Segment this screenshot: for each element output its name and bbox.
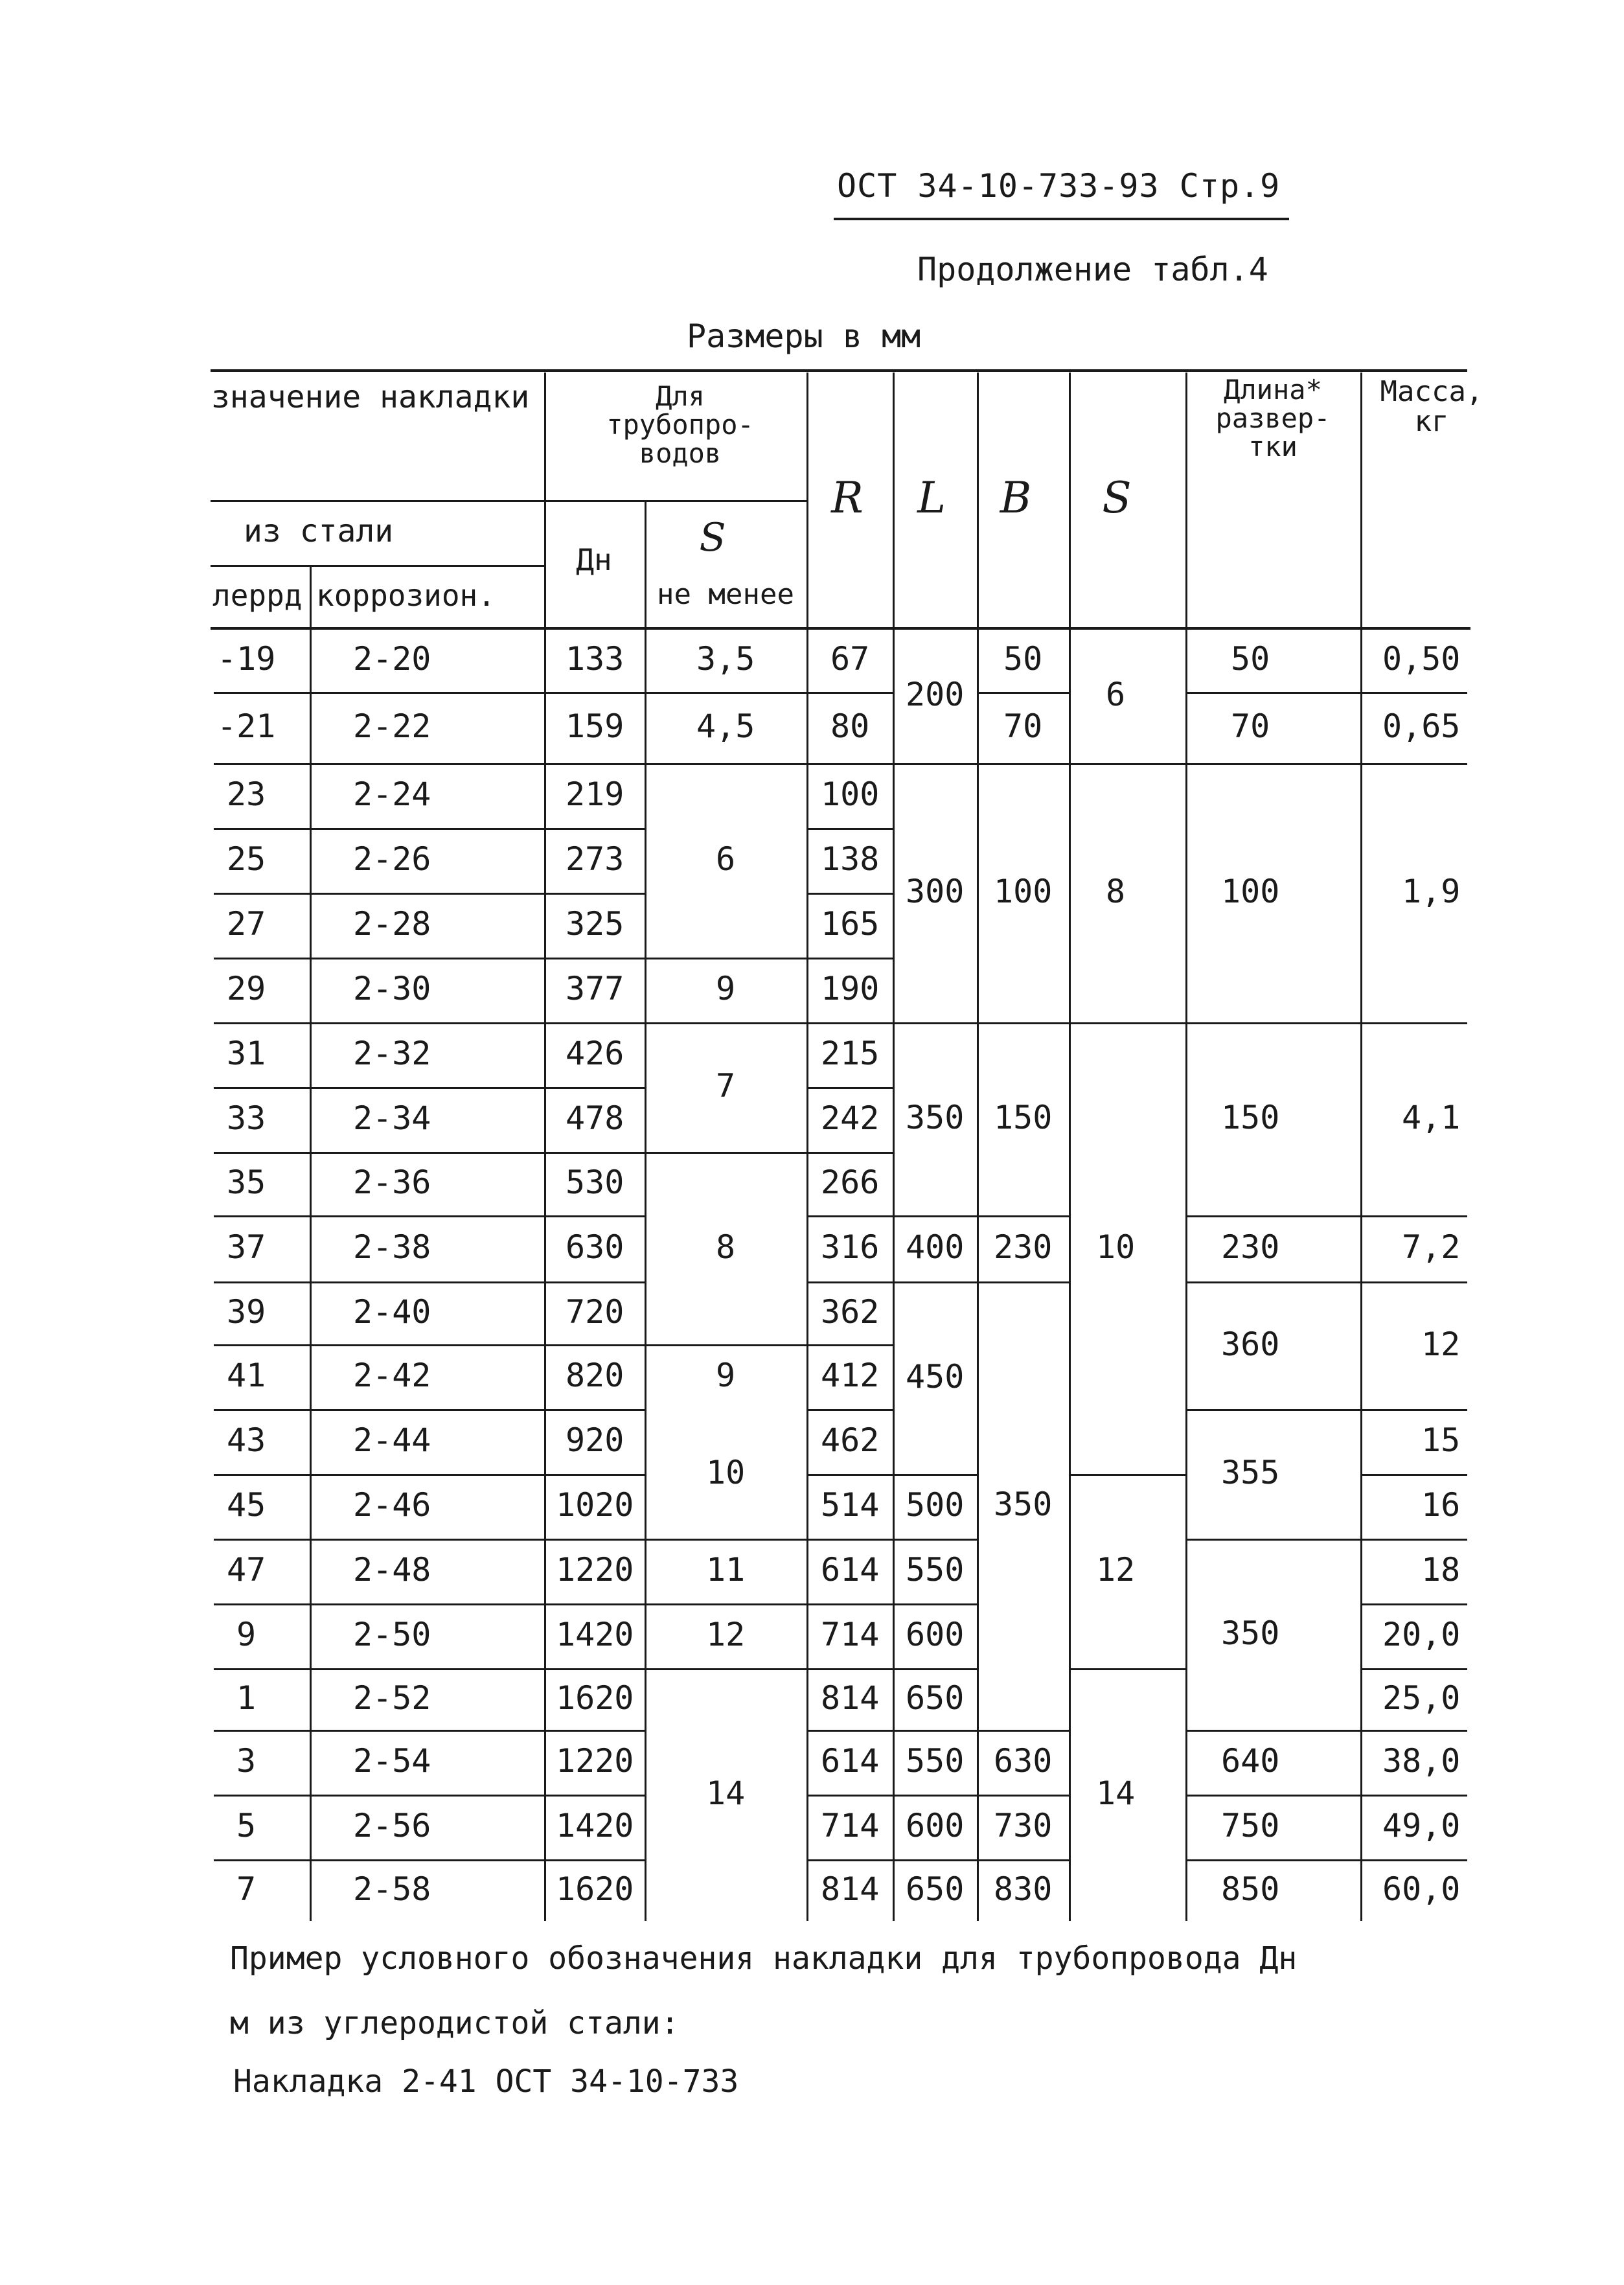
carbon-steel-designation: 27 <box>227 905 266 943</box>
mass-value: 0,50 <box>1382 640 1461 678</box>
r-value: 242 <box>821 1099 880 1137</box>
r-value: 165 <box>821 905 880 943</box>
b-value: 150 <box>994 1099 1053 1136</box>
carbon-steel-designation: 7 <box>236 1870 257 1908</box>
body-col-rule <box>645 627 646 1921</box>
group-rule-length <box>1185 1730 1360 1732</box>
mass-value: 15 <box>1421 1421 1461 1459</box>
header-col-rule <box>893 373 895 627</box>
r-value: 362 <box>821 1292 880 1331</box>
development-length-value: 150 <box>1221 1099 1280 1136</box>
group-rule-length <box>1185 1215 1360 1217</box>
b-value: 630 <box>994 1742 1053 1780</box>
units-label: Размеры в мм <box>687 317 921 355</box>
group-rule-b <box>977 1022 1069 1024</box>
s-wall-value: 9 <box>716 970 736 1007</box>
group-rule-l <box>893 1281 977 1283</box>
dn-value: 530 <box>566 1164 624 1201</box>
row-rule <box>214 1474 645 1476</box>
header-mass: Масса, кг <box>1380 375 1483 439</box>
carbon-steel-designation: 9 <box>236 1616 257 1653</box>
l-value: 400 <box>906 1228 965 1266</box>
r-value: 190 <box>821 970 880 1007</box>
mass-value: 25,0 <box>1382 1679 1461 1717</box>
row-rule <box>214 1344 645 1346</box>
carbon-steel-designation: 31 <box>227 1035 266 1072</box>
group-rule-mass <box>1360 1022 1467 1024</box>
group-rule-mass <box>1360 692 1467 694</box>
s-wall-value: 3,5 <box>696 640 755 678</box>
header-col-rule <box>1360 373 1362 627</box>
row-rule <box>806 1022 893 1024</box>
corrosion-steel-designation: 2-30 <box>353 970 431 1007</box>
s-wall-value: 7 <box>716 1067 736 1105</box>
corrosion-steel-designation: 2-54 <box>353 1742 431 1780</box>
corrosion-steel-designation: 2-42 <box>353 1357 431 1394</box>
l-value: 500 <box>906 1486 965 1524</box>
group-rule-mass <box>1360 1539 1467 1541</box>
l-value: 200 <box>906 676 965 713</box>
corrosion-steel-designation: 2-34 <box>353 1099 431 1137</box>
s-value: 10 <box>1096 1228 1136 1266</box>
corrosion-steel-designation: 2-32 <box>353 1035 431 1072</box>
group-rule-l <box>893 1539 977 1541</box>
row-rule <box>214 1152 645 1154</box>
l-value: 650 <box>906 1870 965 1908</box>
corrosion-steel-designation: 2-44 <box>353 1421 431 1459</box>
header-bottom-rule <box>211 627 1470 630</box>
mass-value: 1,9 <box>1402 873 1461 910</box>
row-rule <box>214 1603 645 1605</box>
dn-value: 1220 <box>556 1551 634 1589</box>
row-rule <box>214 893 645 895</box>
b-value: 50 <box>1003 640 1043 678</box>
table-top-rule <box>211 369 1467 372</box>
l-value: 550 <box>906 1742 965 1780</box>
header-carbon: леррд <box>212 578 303 613</box>
header-col-rule <box>544 373 546 627</box>
group-rule-s-wall <box>645 692 806 694</box>
row-rule <box>806 1730 893 1732</box>
l-value: 300 <box>906 873 965 910</box>
row-rule <box>214 1539 645 1541</box>
group-rule-mass <box>1360 763 1467 765</box>
s-wall-value: 6 <box>716 840 736 878</box>
b-value: 350 <box>994 1486 1053 1523</box>
group-rule-length <box>1185 692 1360 694</box>
header-col-rule <box>1185 373 1187 627</box>
mass-value: 18 <box>1421 1551 1461 1589</box>
group-rule-s <box>1069 1668 1185 1670</box>
group-rule-l <box>893 1474 977 1476</box>
row-rule <box>806 828 893 830</box>
r-value: 814 <box>821 1870 880 1908</box>
group-rule-l <box>893 1730 977 1732</box>
r-value: 614 <box>821 1551 880 1589</box>
header-l: L <box>917 473 946 523</box>
carbon-steel-designation: 5 <box>236 1807 257 1844</box>
group-rule-s-wall <box>645 1539 806 1541</box>
dn-value: 273 <box>566 840 624 878</box>
r-value: 215 <box>821 1035 880 1072</box>
group-rule-mass <box>1360 1668 1467 1670</box>
carbon-steel-designation: 35 <box>227 1164 266 1201</box>
group-rule-b <box>977 1730 1069 1732</box>
row-rule <box>214 1409 645 1411</box>
r-value: 80 <box>830 707 870 745</box>
s-value: 8 <box>1106 873 1126 910</box>
carbon-steel-designation: 37 <box>227 1228 266 1266</box>
example-line-3: Накладка 2-41 ОСТ 34-10-733 <box>233 2063 739 2100</box>
row-rule <box>806 1215 893 1217</box>
development-length-value: 50 <box>1231 640 1270 678</box>
table-continuation-label: Продолжение табл.4 <box>917 251 1268 288</box>
header-rule-steel <box>211 500 806 502</box>
group-rule-b <box>977 1281 1069 1283</box>
carbon-steel-designation: 47 <box>227 1551 266 1589</box>
corrosion-steel-designation: 2-50 <box>353 1616 431 1653</box>
group-rule-s-wall <box>645 763 806 765</box>
carbon-steel-designation: 3 <box>236 1742 257 1780</box>
row-rule <box>806 692 893 694</box>
s-wall-value: 10 <box>706 1454 746 1491</box>
carbon-steel-designation: 33 <box>227 1099 266 1137</box>
dn-value: 133 <box>566 640 624 678</box>
group-rule-mass <box>1360 1603 1467 1605</box>
l-value: 600 <box>906 1807 965 1844</box>
dn-value: 1420 <box>556 1616 634 1653</box>
dn-value: 325 <box>566 905 624 943</box>
development-length-value: 350 <box>1221 1614 1280 1652</box>
body-col-rule <box>310 627 312 1921</box>
row-rule <box>806 958 893 959</box>
group-rule-length <box>1185 1859 1360 1861</box>
group-rule-mass <box>1360 1795 1467 1797</box>
group-rule-s-wall <box>645 1344 806 1346</box>
group-rule-s-wall <box>645 1022 806 1024</box>
mass-value: 16 <box>1421 1486 1461 1524</box>
r-value: 412 <box>821 1357 880 1394</box>
header-from-steel: из стали <box>244 513 394 549</box>
header-dev-length: Длина* развер- тки <box>1215 374 1331 463</box>
r-value: 266 <box>821 1164 880 1201</box>
carbon-steel-designation: -19 <box>217 640 276 678</box>
header-col-rule <box>1069 373 1071 627</box>
mass-value: 49,0 <box>1382 1807 1461 1844</box>
corrosion-steel-designation: 2-46 <box>353 1486 431 1524</box>
development-length-value: 100 <box>1221 873 1280 910</box>
row-rule <box>806 1474 893 1476</box>
document-code: ОСТ 34-10-733-93 Стр.9 <box>837 167 1281 205</box>
b-value: 230 <box>994 1228 1053 1266</box>
mass-value: 7,2 <box>1402 1228 1461 1266</box>
group-rule-l <box>893 1859 977 1861</box>
corrosion-steel-designation: 2-58 <box>353 1870 431 1908</box>
header-col-rule <box>806 373 808 627</box>
s-value: 14 <box>1096 1774 1136 1812</box>
dn-value: 1420 <box>556 1807 634 1844</box>
body-col-rule <box>544 627 546 1921</box>
corrosion-steel-designation: 2-36 <box>353 1164 431 1201</box>
group-rule-mass <box>1360 1281 1467 1283</box>
s-wall-value: 4,5 <box>696 707 755 745</box>
corrosion-steel-designation: 2-38 <box>353 1228 431 1266</box>
group-rule-s-wall <box>645 1152 806 1154</box>
row-rule <box>214 828 645 830</box>
r-value: 462 <box>821 1421 880 1459</box>
corrosion-steel-designation: 2-40 <box>353 1292 431 1331</box>
row-rule <box>806 1344 893 1346</box>
group-rule-mass <box>1360 1859 1467 1861</box>
s-wall-value: 11 <box>706 1551 746 1589</box>
corrosion-steel-designation: 2-48 <box>353 1551 431 1589</box>
development-length-value: 360 <box>1221 1325 1280 1363</box>
group-rule-b <box>977 692 1069 694</box>
l-value: 450 <box>906 1357 965 1395</box>
group-rule-s <box>1069 763 1185 765</box>
row-rule <box>806 1409 893 1411</box>
carbon-steel-designation: 29 <box>227 970 266 1007</box>
header-s-wall: S <box>699 515 726 560</box>
group-rule-length <box>1185 1281 1360 1283</box>
group-rule-mass <box>1360 1474 1467 1476</box>
b-value: 730 <box>994 1807 1053 1844</box>
row-rule <box>214 1730 645 1732</box>
row-rule <box>806 1859 893 1861</box>
development-length-value: 850 <box>1221 1870 1280 1908</box>
row-rule <box>214 1281 645 1283</box>
r-value: 514 <box>821 1486 880 1524</box>
group-rule-length <box>1185 763 1360 765</box>
s-wall-value: 12 <box>706 1616 746 1653</box>
dn-value: 1620 <box>556 1679 634 1717</box>
development-length-value: 355 <box>1221 1454 1280 1491</box>
dn-value: 820 <box>566 1357 624 1394</box>
header-corrosion: коррозион. <box>316 578 496 613</box>
mass-value: 38,0 <box>1382 1742 1461 1780</box>
group-rule-s <box>1069 1022 1185 1024</box>
dn-value: 426 <box>566 1035 624 1072</box>
s-value: 12 <box>1096 1551 1136 1589</box>
dn-value: 219 <box>566 775 624 813</box>
mass-value: 60,0 <box>1382 1870 1461 1908</box>
corrosion-steel-designation: 2-24 <box>353 775 431 813</box>
l-value: 650 <box>906 1679 965 1717</box>
group-rule-s-wall <box>645 1603 806 1605</box>
mass-value: 0,65 <box>1382 707 1461 745</box>
dn-value: 478 <box>566 1099 624 1137</box>
corrosion-steel-designation: 2-20 <box>353 640 431 678</box>
dn-value: 1220 <box>556 1742 634 1780</box>
r-value: 714 <box>821 1807 880 1844</box>
mass-value: 12 <box>1421 1325 1461 1363</box>
carbon-steel-designation: 23 <box>227 775 266 813</box>
b-value: 100 <box>994 873 1053 910</box>
carbon-steel-designation: 41 <box>227 1357 266 1394</box>
row-rule <box>214 1215 645 1217</box>
body-col-rule <box>806 627 808 1921</box>
row-rule <box>806 1087 893 1089</box>
carbon-steel-designation: 43 <box>227 1421 266 1459</box>
carbon-steel-designation: 1 <box>236 1679 257 1717</box>
group-rule-length <box>1185 1409 1360 1411</box>
row-rule <box>214 1087 645 1089</box>
row-rule <box>214 763 645 765</box>
row-rule <box>806 893 893 895</box>
row-rule <box>214 1668 645 1670</box>
dn-value: 720 <box>566 1292 624 1331</box>
header-dn: Дн <box>576 542 612 577</box>
group-rule-s <box>1069 1474 1185 1476</box>
group-rule-l <box>893 1022 977 1024</box>
header-r: R <box>831 473 863 523</box>
body-col-rule <box>1185 627 1187 1921</box>
mass-value: 20,0 <box>1382 1616 1461 1653</box>
body-col-rule <box>1069 627 1071 1921</box>
header-not-less: не менее <box>657 578 794 611</box>
header-b: B <box>1000 473 1032 523</box>
header-col-rule <box>310 565 312 627</box>
row-rule <box>214 1022 645 1024</box>
dn-value: 1620 <box>556 1870 634 1908</box>
group-rule-l <box>893 1668 977 1670</box>
s-value: 6 <box>1106 676 1126 713</box>
dn-value: 377 <box>566 970 624 1007</box>
dn-value: 630 <box>566 1228 624 1266</box>
development-length-value: 640 <box>1221 1742 1280 1780</box>
row-rule <box>214 692 645 694</box>
mass-value: 4,1 <box>1402 1099 1461 1136</box>
carbon-steel-designation: -21 <box>217 707 276 745</box>
r-value: 714 <box>821 1616 880 1653</box>
r-value: 316 <box>821 1228 880 1266</box>
group-rule-b <box>977 763 1069 765</box>
dn-value: 920 <box>566 1421 624 1459</box>
body-col-rule <box>893 627 895 1921</box>
l-value: 600 <box>906 1616 965 1653</box>
corrosion-steel-designation: 2-28 <box>353 905 431 943</box>
example-line-1: Пример условного обозначения накладки для трубопровода Дн <box>230 1940 1298 1977</box>
row-rule <box>806 1539 893 1541</box>
group-rule-l <box>893 1795 977 1797</box>
row-rule <box>806 1603 893 1605</box>
row-rule <box>214 958 645 959</box>
header-pipelines: Для трубопро- водов <box>606 380 754 470</box>
r-value: 814 <box>821 1679 880 1717</box>
header-s: S <box>1102 473 1132 523</box>
row-rule <box>806 1668 893 1670</box>
header-col-rule <box>977 373 979 627</box>
r-value: 100 <box>821 775 880 813</box>
group-rule-mass <box>1360 1215 1467 1217</box>
s-wall-value: 14 <box>706 1774 746 1812</box>
row-rule <box>806 763 893 765</box>
corrosion-steel-designation: 2-52 <box>353 1679 431 1717</box>
dn-value: 159 <box>566 707 624 745</box>
group-rule-length <box>1185 1539 1360 1541</box>
s-wall-value: 8 <box>716 1228 736 1266</box>
group-rule-mass <box>1360 1730 1467 1732</box>
header-col-rule <box>645 500 646 627</box>
body-col-rule <box>977 627 979 1921</box>
group-rule-b <box>977 1859 1069 1861</box>
group-rule-l <box>893 1215 977 1217</box>
r-value: 614 <box>821 1742 880 1780</box>
corrosion-steel-designation: 2-22 <box>353 707 431 745</box>
body-col-rule <box>1360 627 1362 1921</box>
row-rule <box>806 1281 893 1283</box>
b-value: 70 <box>1003 707 1043 745</box>
row-rule <box>214 1795 645 1797</box>
group-rule-b <box>977 1215 1069 1217</box>
group-rule-s-wall <box>645 958 806 959</box>
header-designation: значение накладки <box>211 379 530 415</box>
development-length-value: 230 <box>1221 1228 1280 1266</box>
example-line-2: м из углеродистой стали: <box>230 2005 680 2041</box>
group-rule-mass <box>1360 1409 1467 1411</box>
carbon-steel-designation: 39 <box>227 1292 266 1331</box>
l-value: 550 <box>906 1551 965 1589</box>
b-value: 830 <box>994 1870 1053 1908</box>
development-length-value: 750 <box>1221 1807 1280 1844</box>
carbon-steel-designation: 45 <box>227 1486 266 1524</box>
s-wall-value: 9 <box>716 1357 736 1394</box>
corrosion-steel-designation: 2-26 <box>353 840 431 878</box>
group-rule-s-wall <box>645 1668 806 1670</box>
corrosion-steel-designation: 2-56 <box>353 1807 431 1844</box>
development-length-value: 70 <box>1231 707 1270 745</box>
header-rule-steel-sub <box>211 565 544 567</box>
r-value: 67 <box>830 640 870 678</box>
group-rule-l <box>893 763 977 765</box>
group-rule-length <box>1185 1795 1360 1797</box>
row-rule <box>806 1152 893 1154</box>
group-rule-length <box>1185 1022 1360 1024</box>
row-rule <box>806 1795 893 1797</box>
group-rule-b <box>977 1795 1069 1797</box>
row-rule <box>214 1859 645 1861</box>
l-value: 350 <box>906 1099 965 1136</box>
group-rule-l <box>893 1603 977 1605</box>
r-value: 138 <box>821 840 880 878</box>
dn-value: 1020 <box>556 1486 634 1524</box>
carbon-steel-designation: 25 <box>227 840 266 878</box>
